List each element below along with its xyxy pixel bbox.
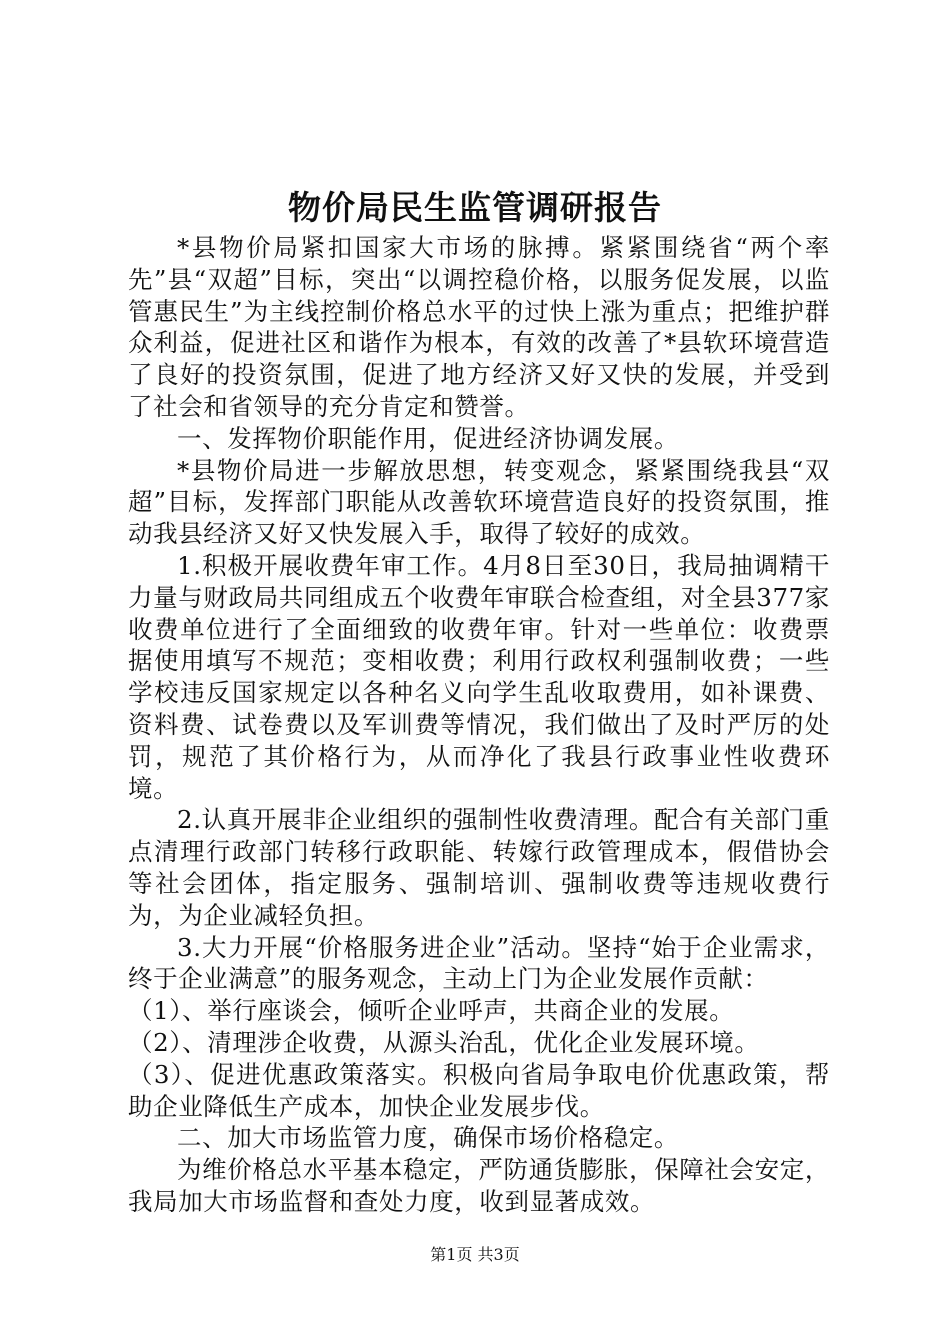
document-body <box>128 232 830 1218</box>
page-footer: 第1页 共3页 <box>430 1245 520 1264</box>
paragraph-item-3: 3.大力开展“价格服务进企业”活动。坚持“始于企业需求，终于企业满意”的服务观念，主动上门为企业发展作贡献： <box>128 932 830 994</box>
section-heading-2: 二、加大市场监管力度，确保市场价格稳定。 <box>177 1123 679 1153</box>
sub-item-2: （2）、清理涉企收费，从源头治乱，优化企业发展环境。 <box>128 1027 760 1057</box>
paragraph-item-1: 1.积极开展收费年审工作。4月8日至30日，我局抽调精干力量与财政局共同组成五个收费年审联合检查组，对全县377家收费单位进行了全面细致的收费年审。针对一些单位：收费票据使用填写不规范；变相收费；利用行政权利强制收费；一些学校违反国家规定以各种名义向学生乱收取费用，如补课费、资料费、试卷费以及军训费等情况，我们做出了及时严厉的处罚，规范了其价格行为，从而净化了我县行政事业性收费环境。 <box>128 550 830 803</box>
sub-item-1: （1）、举行座谈会，倾听企业呼声，共商企业的发展。 <box>128 996 735 1026</box>
document-title: 物价局民生监管调研报告 <box>288 188 662 227</box>
section-heading-1: 一、发挥物价职能作用，促进经济协调发展。 <box>177 423 679 453</box>
paragraph-intro: *县物价局紧扣国家大市场的脉搏。紧紧围绕省“两个率先”县“双超”目标，突出“以调控稳价格，以服务促发展，以监管惠民生”为主线控制价格总水平的过快上涨为重点；把维护群众利益，促进社区和谐作为根本，有效的改善了*县软环境营造了良好的投资氛围，促进了地方经济又好又快的发展，并受到了社会和省领导的充分肯定和赞誉。 <box>128 233 830 421</box>
paragraph-section-2: 为维价格总水平基本稳定，严防通货膨胀，保障社会安定，我局加大市场监督和查处力度，收到显著成效。 <box>128 1155 830 1216</box>
paragraph-item-2: 2.认真开展非企业组织的强制性收费清理。配合有关部门重点清理行政部门转移行政职能、转嫁行政管理成本，假借协会等社会团体，指定服务、强制培训、强制收费等违规收费行为，为企业减轻负担。 <box>128 805 830 930</box>
paragraph-section-1: *县物价局进一步解放思想，转变观念，紧紧围绕我县“双超”目标，发挥部门职能从改善软环境营造良好的投资氛围，推动我县经济又好又快发展入手，取得了较好的成效。 <box>128 455 830 549</box>
sub-item-3: （3）、促进优惠政策落实。积极向省局争取电价优惠政策，帮助企业降低生产成本，加快企业发展步伐。 <box>128 1059 830 1121</box>
